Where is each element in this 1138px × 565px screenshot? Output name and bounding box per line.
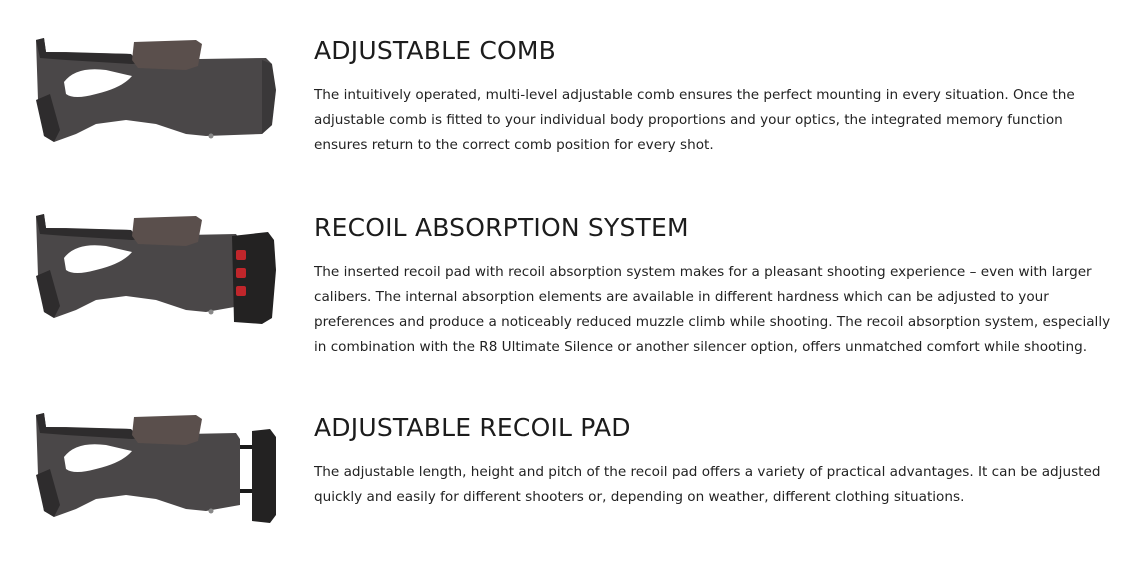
feature-description: The adjustable length, height and pitch of the recoil pad offers a variety of practical advantages. It can be adjusted quickly and easily for different shooters or, depending on weather, different clothing situations. [314,464,1101,505]
rifle-stock-icon [36,30,278,160]
rifle-stock-recoil-absorption-image [36,206,278,336]
feature-title: ADJUSTABLE RECOIL PAD [314,413,631,442]
absorber-element-icon [236,250,246,260]
feature-description: The inserted recoil pad with recoil absorption system makes for a pleasant shooting experience – even with larger calibers. The internal absorption elements are available in different hardness which can be adjusted to your preferences and produce a noticeably reduced muzzle climb while shooting. The recoil absorption system, especially in combination with the R8 Ultimate Silence or another silencer option, offers unmatched comfort while shooting. [314,264,1111,355]
rifle-stock-icon [36,206,278,336]
feature-title: RECOIL ABSORPTION SYSTEM [314,213,689,242]
feature-description: The intuitively operated, multi-level adjustable comb ensures the perfect mounting in every situation. Once the adjustable comb is fitted to your individual body proportions and your optics, the integrated memory function ensures return to the correct comb position for every shot. [314,87,1075,153]
absorber-element-icon [236,286,246,296]
feature-title: ADJUSTABLE COMB [314,36,557,65]
absorber-element-icon [236,268,246,278]
rifle-stock-adjustable-comb-image [36,30,278,160]
rifle-stock-icon [36,405,278,535]
rifle-stock-adjustable-recoil-pad-image [36,405,278,535]
